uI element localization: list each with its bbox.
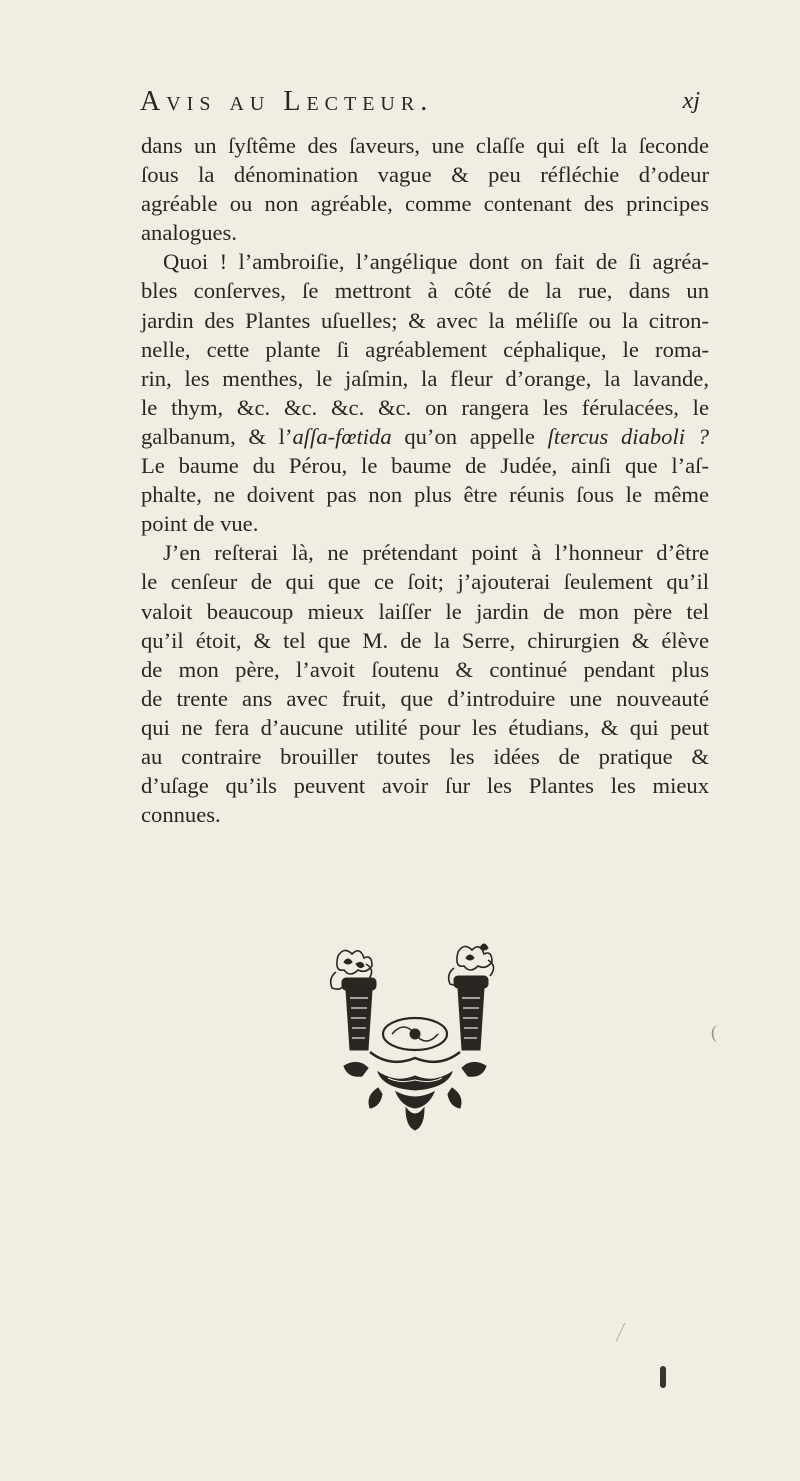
- body-text: [141, 131, 709, 829]
- text-run: galbanum, & l’: [141, 423, 293, 449]
- text-line: de trente ans avec fruit, que d’introduire une nouveauté: [141, 685, 709, 711]
- text-line: Quoi ! l’ambroiſie, l’angélique dont on fait de ſi agréa-: [163, 249, 709, 275]
- text-line: de mon père, l’avoit ſoutenu & continué pendant plus: [141, 656, 709, 682]
- text-line: au contraire brouiller toutes les idées de pratique &: [141, 743, 709, 769]
- text-line: d’uſage qu’ils peuvent avoir ſur les Plantes les mieux: [141, 773, 709, 799]
- margin-mark: (: [711, 1022, 717, 1042]
- text-line: point de vue.: [141, 511, 259, 537]
- text-line: qui ne fera d’aucune utilité pour les étudians, & qui peut: [141, 714, 709, 740]
- text-line: phalte, ne doivent pas non plus être réunis ſous le même: [141, 482, 709, 508]
- text-line: J’en reſterai là, ne prétendant point à l’honneur d’être: [163, 540, 709, 566]
- running-title: Avis au Lecteur.: [140, 86, 434, 117]
- text-line: dans un ſyſtême des ſaveurs, une claſſe qui eſt la ſeconde: [141, 133, 709, 158]
- italic-term: aſſa-fœtida: [292, 423, 392, 449]
- text-line: nelle, cette plante ſi agréablement céphalique, le roma-: [141, 336, 709, 362]
- floral-tailpiece-icon: [308, 942, 522, 1138]
- text-line: le cenſeur de qui que ce ſoit; j’ajouterai ſeulement qu’il: [141, 569, 709, 595]
- text-line: [141, 422, 709, 451]
- text-line: ſous la dénomination vague & peu réfléchie d’odeur: [141, 162, 709, 188]
- text-line: jardin des Plantes uſuelles; & avec la méliſſe ou la citron-: [141, 307, 709, 333]
- text-line: le thym, &c. &c. &c. &c. on rangera les férulacées, le: [141, 394, 709, 420]
- text-line: analogues.: [141, 220, 237, 246]
- text-line: Le baume du Pérou, le baume de Judée, ainſi que l’aſ-: [141, 453, 709, 479]
- running-head: [140, 86, 700, 126]
- margin-mark: [616, 1323, 625, 1342]
- text-run: qu’on appelle: [391, 423, 548, 449]
- text-line: bles conſerves, ſe mettront à côté de la rue, dans un: [141, 278, 709, 304]
- text-line: connues.: [141, 802, 221, 828]
- text-line: agréable ou non agréable, comme contenant des principes: [141, 191, 709, 217]
- text-line: qu’il étoit, & tel que M. de la Serre, chirurgien & élève: [141, 627, 709, 653]
- text-line: valoit beaucoup mieux laiſſer le jardin de mon père tel: [141, 598, 709, 624]
- italic-term: ſtercus diaboli ?: [547, 423, 709, 449]
- page-number: xj: [682, 88, 700, 114]
- text-line: rin, les menthes, le jaſmin, la fleur d’orange, la lavande,: [141, 365, 709, 391]
- ink-blot: [660, 1366, 666, 1388]
